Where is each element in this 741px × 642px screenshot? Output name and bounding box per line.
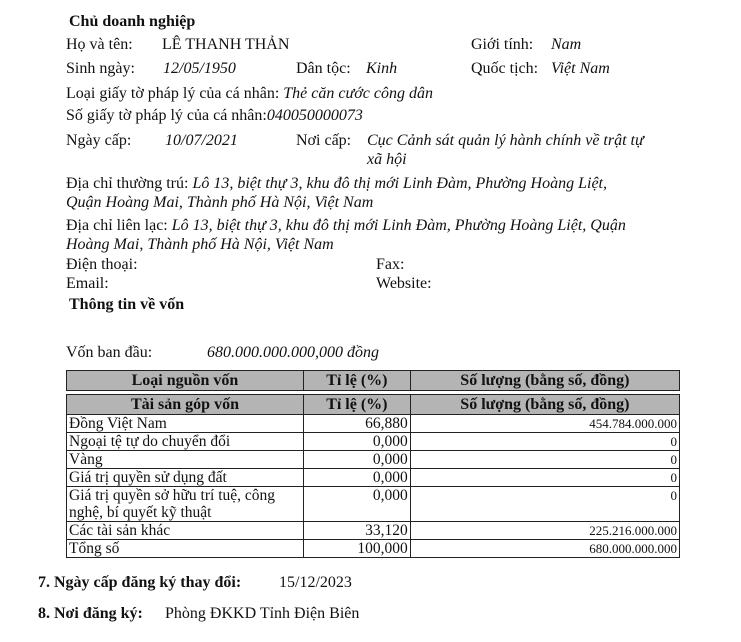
contact-address-label: Địa chỉ liên lạc: bbox=[66, 217, 168, 234]
asset-header-row bbox=[67, 395, 680, 415]
change-date-value: 15/12/2023 bbox=[279, 574, 352, 591]
table-row bbox=[67, 415, 680, 433]
gender-value: Nam bbox=[551, 36, 582, 53]
nationality-label: Quốc tịch: bbox=[471, 60, 539, 77]
contact-address-line2: Hoàng Mai, Thành phố Hà Nội, Việt Nam bbox=[66, 236, 334, 253]
permanent-address-value1: Lô 13, biệt thự 3, khu đô thị mới Linh Đàm, Phường Hoàng Liệt, bbox=[192, 175, 607, 192]
initial-capital-value: 680.000.000.000,000 đồng bbox=[207, 344, 379, 361]
capital-source-header-table bbox=[66, 370, 680, 391]
asset-amount: 454.784.000.000 bbox=[410, 415, 679, 433]
table-row bbox=[67, 469, 680, 487]
email-label: Email: bbox=[66, 275, 109, 292]
id-type-line bbox=[66, 85, 433, 103]
id-type-label: Loại giấy tờ pháp lý của cá nhân: bbox=[66, 85, 280, 102]
id-type-value: Thẻ căn cước công dân bbox=[283, 85, 433, 102]
header-asset-rate: Tỉ lệ (%) bbox=[303, 395, 410, 415]
ethnicity-value: Kinh bbox=[366, 60, 398, 77]
header-source-amount: Số lượng (bằng số, đồng) bbox=[410, 371, 679, 391]
source-header-row bbox=[67, 371, 680, 391]
nationality-value: Việt Nam bbox=[551, 60, 610, 77]
asset-name: Tổng số bbox=[67, 540, 304, 558]
dob-label: Sinh ngày: bbox=[66, 60, 135, 77]
table-row bbox=[67, 451, 680, 469]
header-source-rate: Tỉ lệ (%) bbox=[303, 371, 410, 391]
registration-place-value: Phòng ĐKKD Tỉnh Điện Biên bbox=[165, 605, 360, 622]
asset-name: Giá trị quyền sử dụng đất bbox=[67, 469, 304, 487]
table-row bbox=[67, 487, 680, 522]
owner-heading: Chủ doanh nghiệp bbox=[69, 13, 196, 30]
change-date-label: 7. Ngày cấp đăng ký thay đổi: bbox=[38, 574, 242, 591]
capital-heading: Thông tin về vốn bbox=[69, 296, 185, 313]
issue-place-line2: xã hội bbox=[367, 151, 407, 168]
issue-date-label: Ngày cấp: bbox=[66, 132, 132, 149]
asset-rate: 100,000 bbox=[303, 540, 410, 558]
issue-place-label: Nơi cấp: bbox=[296, 132, 352, 149]
table-row bbox=[67, 522, 680, 540]
ethnicity-label: Dân tộc: bbox=[296, 60, 351, 77]
permanent-address-line1 bbox=[66, 175, 607, 193]
asset-amount: 0 bbox=[410, 433, 679, 451]
asset-rate: 0,000 bbox=[303, 487, 410, 522]
id-number-label: Số giấy tờ pháp lý của cá nhân: bbox=[66, 107, 267, 124]
phone-label: Điện thoại: bbox=[66, 256, 138, 273]
asset-amount: 0 bbox=[410, 451, 679, 469]
table-row bbox=[67, 433, 680, 451]
asset-name: Giá trị quyền sở hữu trí tuệ, công nghệ, bí quyết kỹ thuật bbox=[67, 487, 304, 522]
id-number-value: 040050000073 bbox=[266, 107, 363, 124]
asset-rate: 0,000 bbox=[303, 469, 410, 487]
gender-label: Giới tính: bbox=[471, 36, 534, 53]
fax-label: Fax: bbox=[376, 256, 405, 273]
asset-name: Đồng Việt Nam bbox=[67, 415, 304, 433]
permanent-address-line2: Quận Hoàng Mai, Thành phố Hà Nội, Việt Nam bbox=[66, 194, 374, 211]
dob-value: 12/05/1950 bbox=[163, 60, 236, 77]
initial-capital-label: Vốn ban đầu: bbox=[66, 344, 153, 361]
asset-name: Ngoại tệ tự do chuyển đổi bbox=[67, 433, 304, 451]
asset-amount: 225.216.000.000 bbox=[410, 522, 679, 540]
issue-place-line1: Cục Cảnh sát quản lý hành chính về trật tự bbox=[367, 132, 644, 149]
asset-amount: 680.000.000.000 bbox=[410, 540, 679, 558]
capital-asset-table bbox=[66, 394, 680, 558]
name-value: LÊ THANH THẢN bbox=[162, 36, 290, 53]
header-source-type: Loại nguồn vốn bbox=[67, 371, 304, 391]
asset-name: Các tài sản khác bbox=[67, 522, 304, 540]
permanent-address-label: Địa chỉ thường trú: bbox=[66, 175, 189, 192]
contact-address-line1 bbox=[66, 217, 626, 235]
table-row-total bbox=[67, 540, 680, 558]
asset-rate: 66,880 bbox=[303, 415, 410, 433]
id-number-line bbox=[66, 107, 363, 125]
contact-address-value1: Lô 13, biệt thự 3, khu đô thị mới Linh Đàm, Phường Hoàng Liệt, Quận bbox=[171, 217, 626, 234]
asset-amount: 0 bbox=[410, 487, 679, 522]
asset-rate: 33,120 bbox=[303, 522, 410, 540]
asset-rate: 0,000 bbox=[303, 433, 410, 451]
issue-date-value: 10/07/2021 bbox=[165, 132, 238, 149]
header-asset-type: Tài sản góp vốn bbox=[67, 395, 304, 415]
name-label: Họ và tên: bbox=[66, 36, 133, 53]
header-asset-amount: Số lượng (bằng số, đồng) bbox=[410, 395, 679, 415]
asset-rate: 0,000 bbox=[303, 451, 410, 469]
website-label: Website: bbox=[376, 275, 432, 292]
asset-amount: 0 bbox=[410, 469, 679, 487]
registration-place-label: 8. Nơi đăng ký: bbox=[38, 605, 143, 622]
asset-name: Vàng bbox=[67, 451, 304, 469]
